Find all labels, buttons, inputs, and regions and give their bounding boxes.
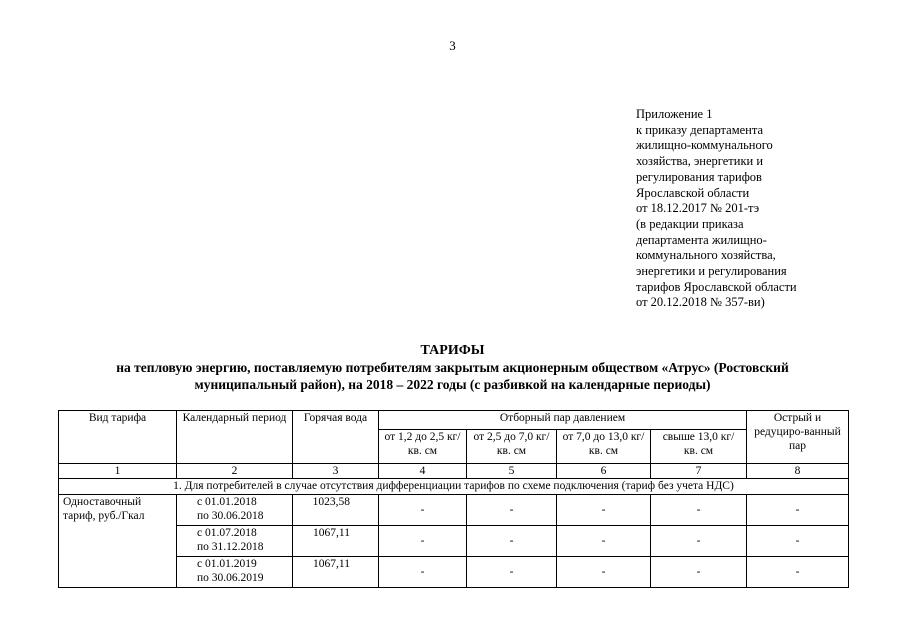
column-number: 2 (177, 464, 293, 479)
appendix-note (636, 107, 876, 311)
steam-3-value: - (557, 495, 651, 526)
header-steam-group: Отборный пар давлением (379, 411, 747, 430)
header-row (59, 411, 849, 430)
period-cell (177, 557, 293, 588)
steam-1-value: - (379, 557, 467, 588)
title-main: ТАРИФЫ (420, 343, 485, 358)
steam-3-value: - (557, 557, 651, 588)
column-number: 4 (379, 464, 467, 479)
steam-1-value: - (379, 495, 467, 526)
tariff-name: Одноставочный тариф, руб./Гкал (59, 495, 177, 588)
column-number-row (59, 464, 849, 479)
period-from: с 01.01.2018 (197, 496, 257, 508)
column-number: 8 (747, 464, 849, 479)
appendix-line: департамента жилищно- (636, 232, 767, 247)
appendix-line: коммунального хозяйства, (636, 248, 776, 263)
appendix-line: тарифов Ярославской области (636, 279, 797, 294)
tariff-table (58, 410, 849, 588)
period-to: по 31.12.2018 (197, 541, 264, 553)
period-from: с 01.01.2019 (197, 558, 257, 570)
sharp-steam-value: - (747, 526, 849, 557)
table-row (59, 526, 849, 557)
appendix-line: к приказу департамента (636, 122, 764, 137)
steam-1-value: - (379, 526, 467, 557)
header-sharp-steam: Острый и редуциро-ванный пар (747, 411, 849, 464)
sharp-steam-value: - (747, 557, 849, 588)
period-cell (177, 526, 293, 557)
period-from: с 01.07.2018 (197, 527, 257, 539)
column-number: 5 (467, 464, 557, 479)
title-line-1: на тепловую энергию, поставляемую потребителям закрытым акционерным обществом «Атрус» (Ростовский (116, 360, 789, 375)
steam-4-value: - (651, 495, 747, 526)
section-row (59, 479, 849, 495)
header-period: Календарный период (177, 411, 293, 464)
appendix-line: от 18.12.2017 № 201-тэ (636, 201, 760, 216)
header-steam-4: свыше 13,0 кг/ кв. см (651, 430, 747, 464)
appendix-line: энергетики и регулирования (636, 264, 787, 279)
header-tariff-type: Вид тарифа (59, 411, 177, 464)
document-title (0, 342, 905, 393)
header-steam-2: от 2,5 до 7,0 кг/ кв. см (467, 430, 557, 464)
header-steam-3: от 7,0 до 13,0 кг/ кв. см (557, 430, 651, 464)
steam-4-value: - (651, 557, 747, 588)
sharp-steam-value: - (747, 495, 849, 526)
steam-3-value: - (557, 526, 651, 557)
table-row (59, 557, 849, 588)
section-title: 1. Для потребителей в случае отсутствия дифференциации тарифов по схеме подключения (тариф без учета НДС) (59, 479, 849, 495)
header-hot-water: Горячая вода (293, 411, 379, 464)
appendix-line: от 20.12.2018 № 357-ви) (636, 295, 765, 310)
column-number: 7 (651, 464, 747, 479)
steam-4-value: - (651, 526, 747, 557)
page-number: 3 (449, 38, 456, 53)
period-to: по 30.06.2018 (197, 510, 264, 522)
appendix-line: хозяйства, энергетики и (636, 154, 764, 169)
period-cell (177, 495, 293, 526)
appendix-line: регулирования тарифов (636, 169, 762, 184)
column-number: 1 (59, 464, 177, 479)
column-number: 6 (557, 464, 651, 479)
steam-2-value: - (467, 557, 557, 588)
table-row (59, 495, 849, 526)
title-line-2: муниципальный район), на 2018 – 2022 годы (с разбивкой на календарные периоды) (194, 377, 711, 392)
header-steam-1: от 1,2 до 2,5 кг/ кв. см (379, 430, 467, 464)
hot-water-value: 1067,11 (293, 526, 379, 557)
period-to: по 30.06.2019 (197, 572, 264, 584)
column-number: 3 (293, 464, 379, 479)
hot-water-value: 1067,11 (293, 557, 379, 588)
appendix-line: Ярославской области (636, 185, 750, 200)
appendix-line: жилищно-коммунального (636, 138, 773, 153)
appendix-line: (в редакции приказа (636, 216, 744, 231)
steam-2-value: - (467, 495, 557, 526)
hot-water-value: 1023,58 (293, 495, 379, 526)
appendix-line: Приложение 1 (636, 107, 713, 121)
steam-2-value: - (467, 526, 557, 557)
